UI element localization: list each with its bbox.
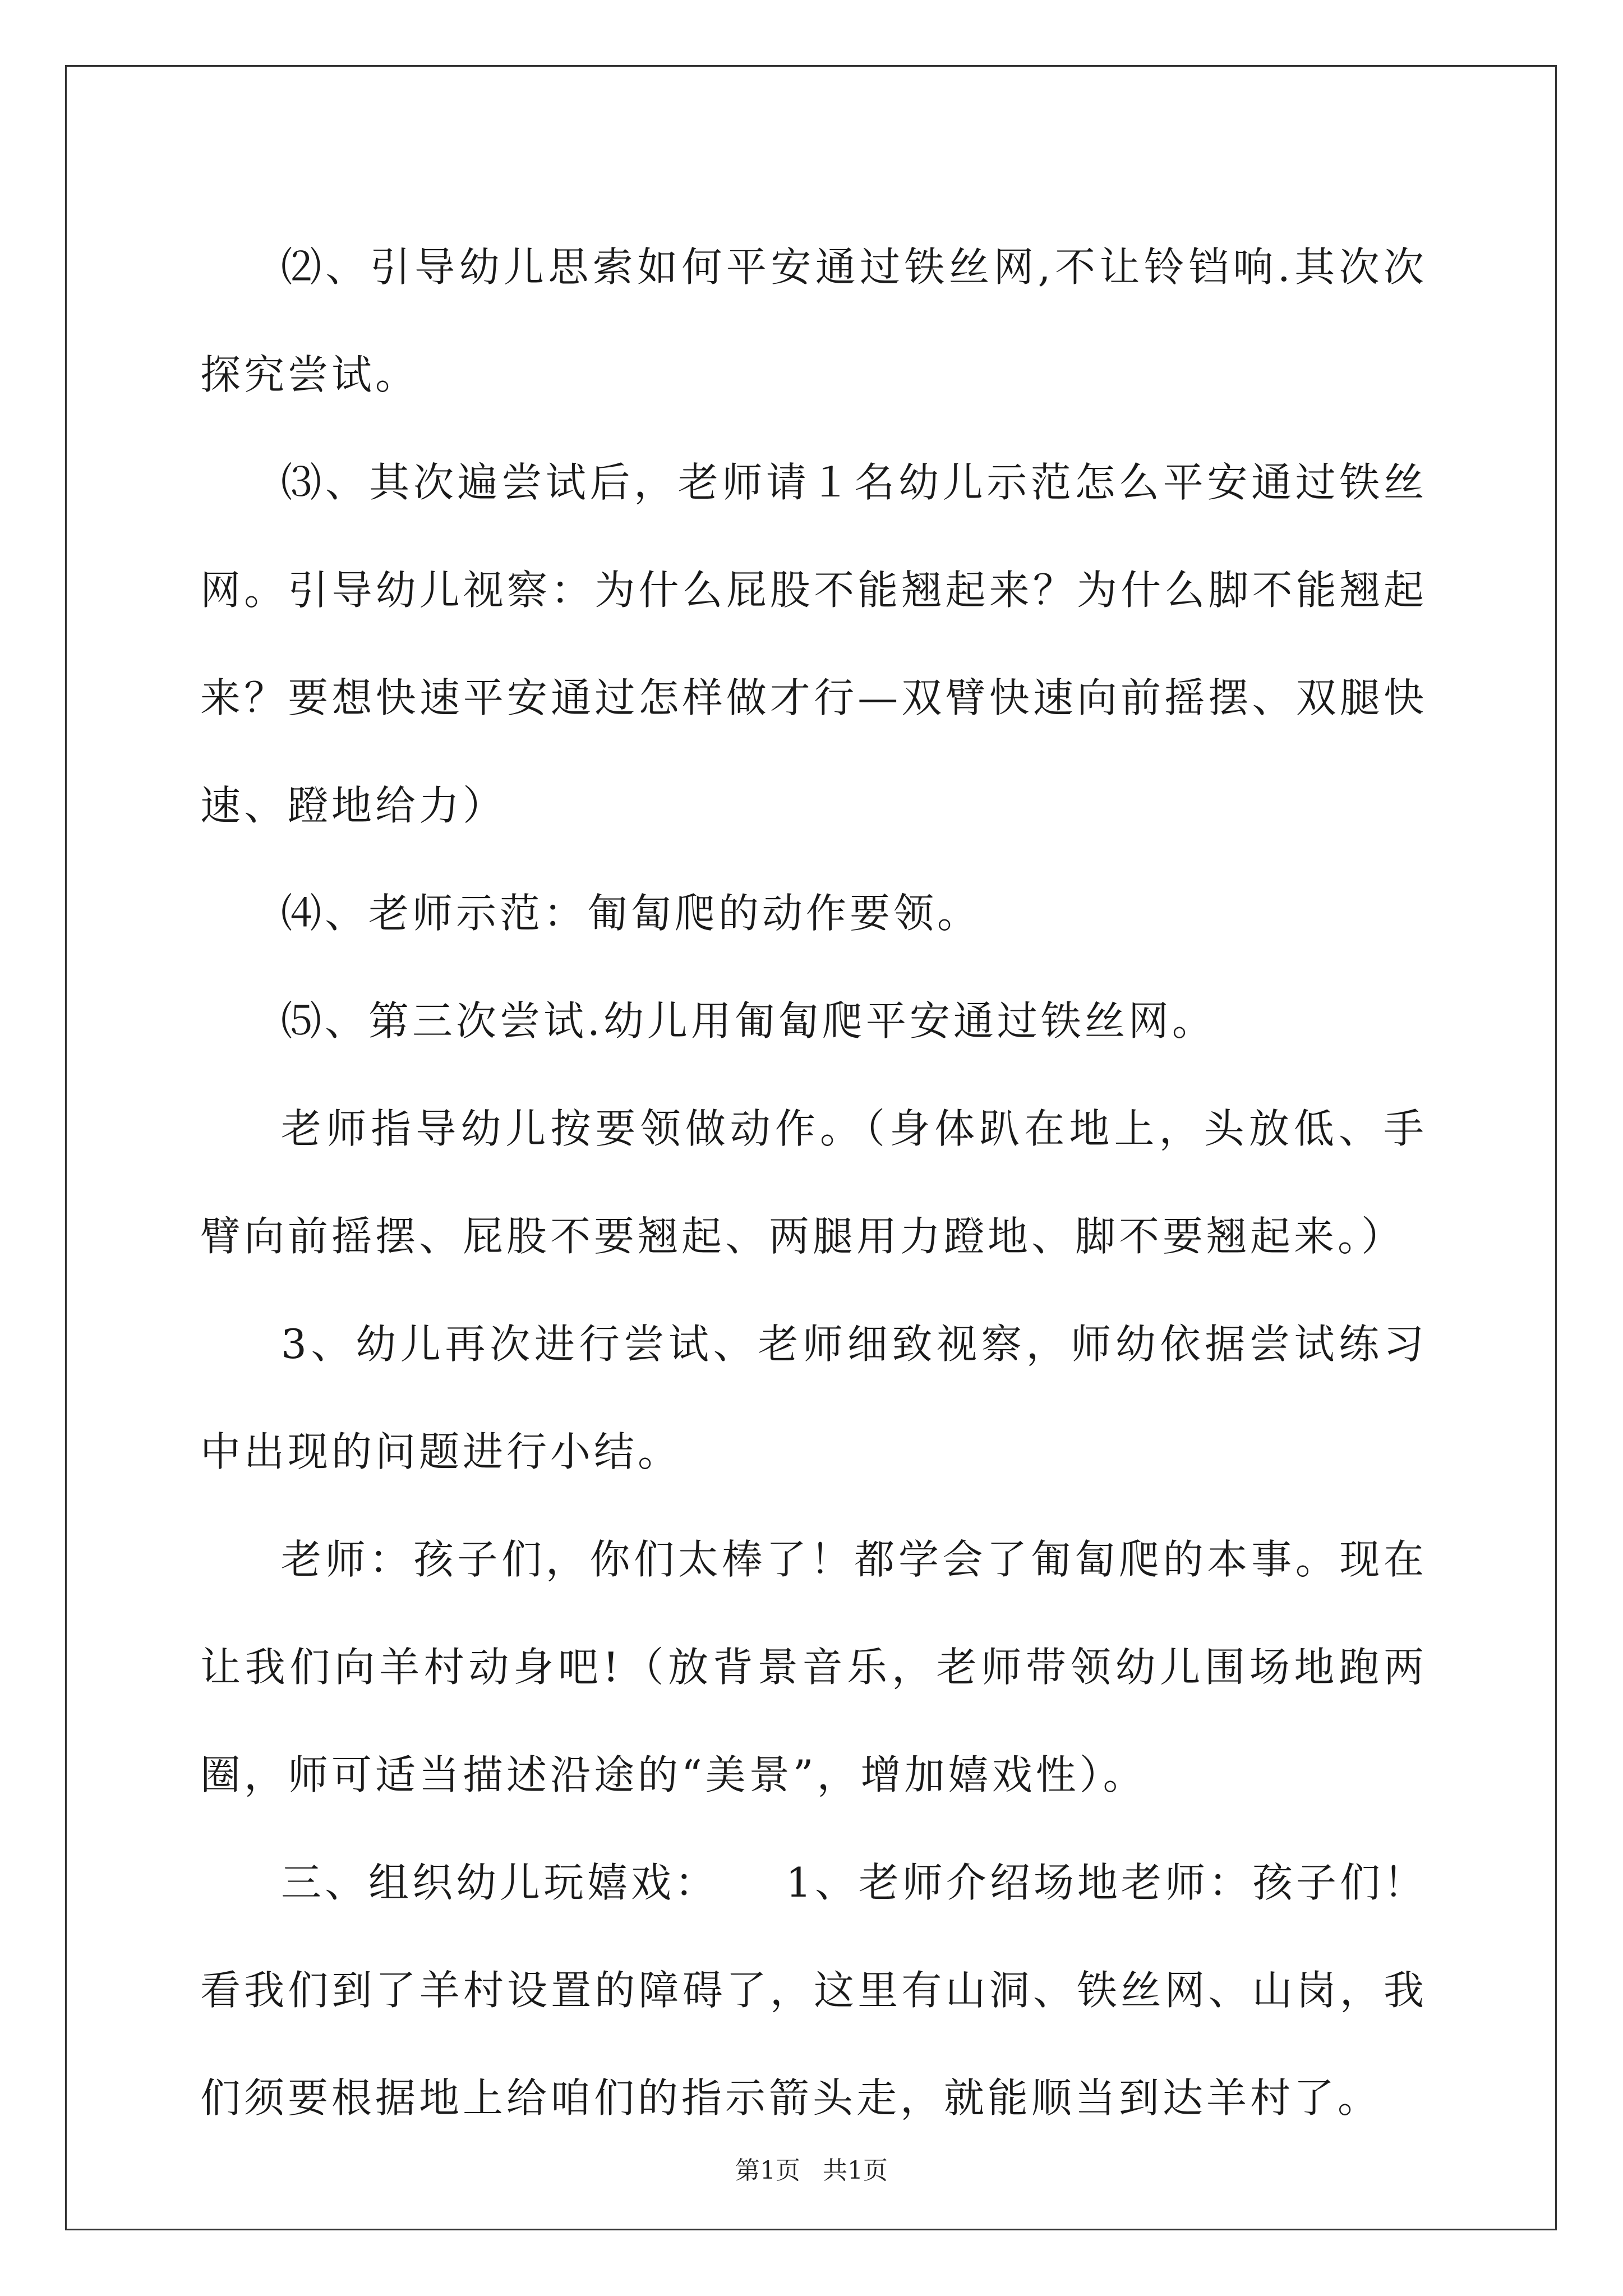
page-number-current: 第1页 bbox=[735, 2156, 800, 2185]
paragraph-step-3: ⑶、其次遍尝试后，老师请１名幼儿示范怎么平安通过铁丝网。引导幼儿视察：为什么屁股不能翘起来？为什么脚不能翘起来？要想快速平安通过怎样做才行—双臂快速向前摇摆、双腿快速、蹬地给力） bbox=[200, 459, 1427, 829]
paragraph-practice-summary: 3、幼儿再次进行尝试、老师细致视察，师幼依据尝试练习中出现的问题进行小结。 bbox=[200, 1320, 1427, 1475]
page-number-total: 共1页 bbox=[823, 2156, 888, 2185]
paragraph-teacher-guidance: 老师指导幼儿按要领做动作。（身体趴在地上，头放低、手臂向前摇摆、屁股不要翘起、两腿用力蹬地、脚不要翘起来。） bbox=[200, 1105, 1427, 1260]
paragraph-organize-game: 三、组织幼儿玩嬉戏： 1、老师介绍场地老师：孩子们！看我们到了羊村设置的障碍了，这里有山洞、铁丝网、山岗，我们须要根据地上给咱们的指示箭头走，就能顺当到达羊村了。 bbox=[200, 1859, 1427, 2122]
paragraph-teacher-praise: 老师：孩子们，你们太棒了！都学会了匍匐爬的本事。现在让我们向羊村动身吧!（放背景音乐，老师带领幼儿围场地跑两圈，师可适当描述沿途的“美景”，增加嬉戏性）。 bbox=[200, 1536, 1427, 1798]
document-body bbox=[200, 213, 1427, 2152]
paragraph-step-5: ⑸、第三次尝试.幼儿用匍匐爬平安通过铁丝网。 bbox=[281, 997, 1216, 1045]
paragraph-step-2: ⑵、引导幼儿思索如何平安通过铁丝网,不让铃铛响.其次次探究尝试。 bbox=[200, 243, 1427, 398]
page-footer bbox=[0, 2154, 1623, 2188]
paragraph-step-4: ⑷、老师示范：匍匐爬的动作要领。 bbox=[281, 890, 981, 937]
